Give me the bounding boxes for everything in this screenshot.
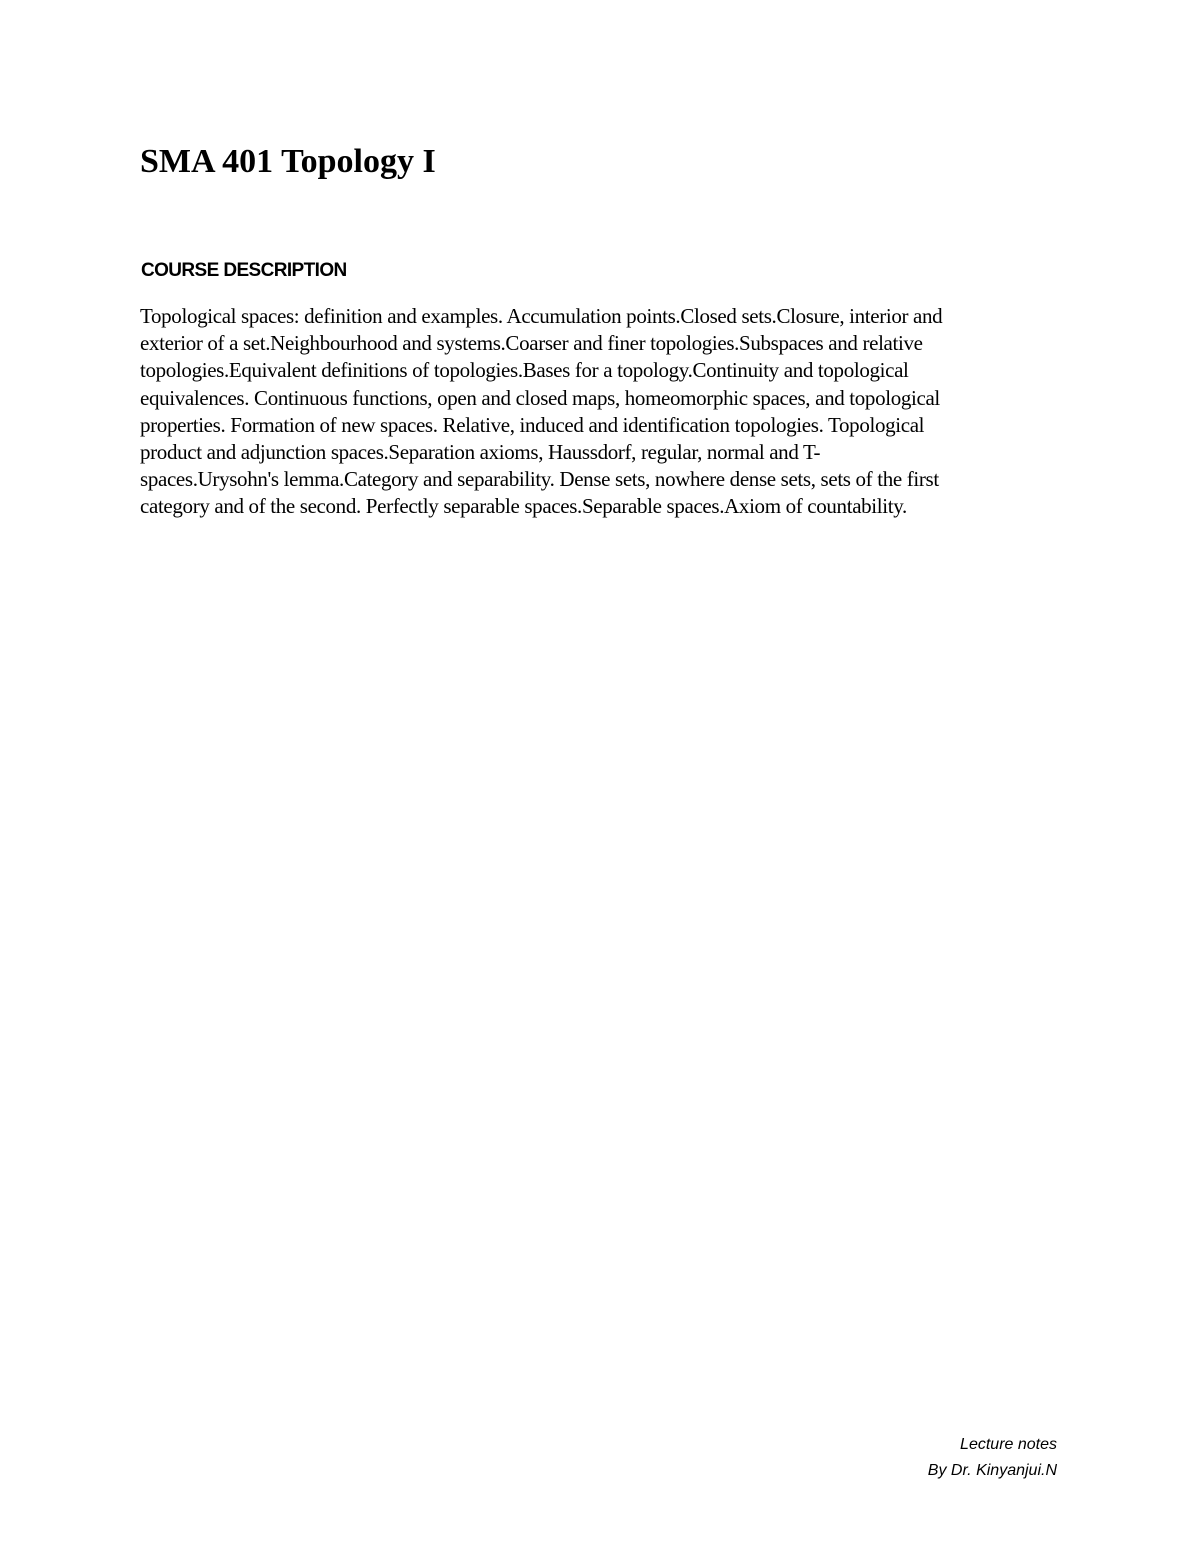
footer-lecture-notes: Lecture notes bbox=[960, 1436, 1057, 1453]
description-line: topologies.Equivalent definitions of topologies.Bases for a topology.Continuity and topological bbox=[140, 358, 909, 383]
description-line: spaces.Urysohn's lemma.Category and separability. Dense sets, nowhere dense sets, sets of the first bbox=[140, 467, 939, 492]
footer-author: By Dr. Kinyanjui.N bbox=[927, 1462, 1057, 1479]
description-line: category and of the second. Perfectly separable spaces.Separable spaces.Axiom of countability. bbox=[140, 494, 907, 519]
footer-note bbox=[928, 1432, 1057, 1484]
description-line: properties. Formation of new spaces. Relative, induced and identification topologies. Topological bbox=[140, 412, 925, 437]
description-line: product and adjunction spaces.Separation axioms, Haussdorf, regular, normal and T- bbox=[140, 440, 821, 465]
description-line: equivalences. Continuous functions, open and closed maps, homeomorphic spaces, and topological bbox=[140, 385, 940, 410]
description-line: exterior of a set.Neighbourhood and systems.Coarser and finer topologies.Subspaces and relative bbox=[140, 331, 923, 356]
section-heading-course-description: COURSE DESCRIPTION bbox=[141, 260, 347, 281]
description-line: Topological spaces: definition and examples. Accumulation points.Closed sets.Closure, interior and bbox=[140, 304, 943, 328]
document-title: SMA 401 Topology I bbox=[140, 143, 436, 180]
course-description-paragraph bbox=[140, 303, 1060, 521]
